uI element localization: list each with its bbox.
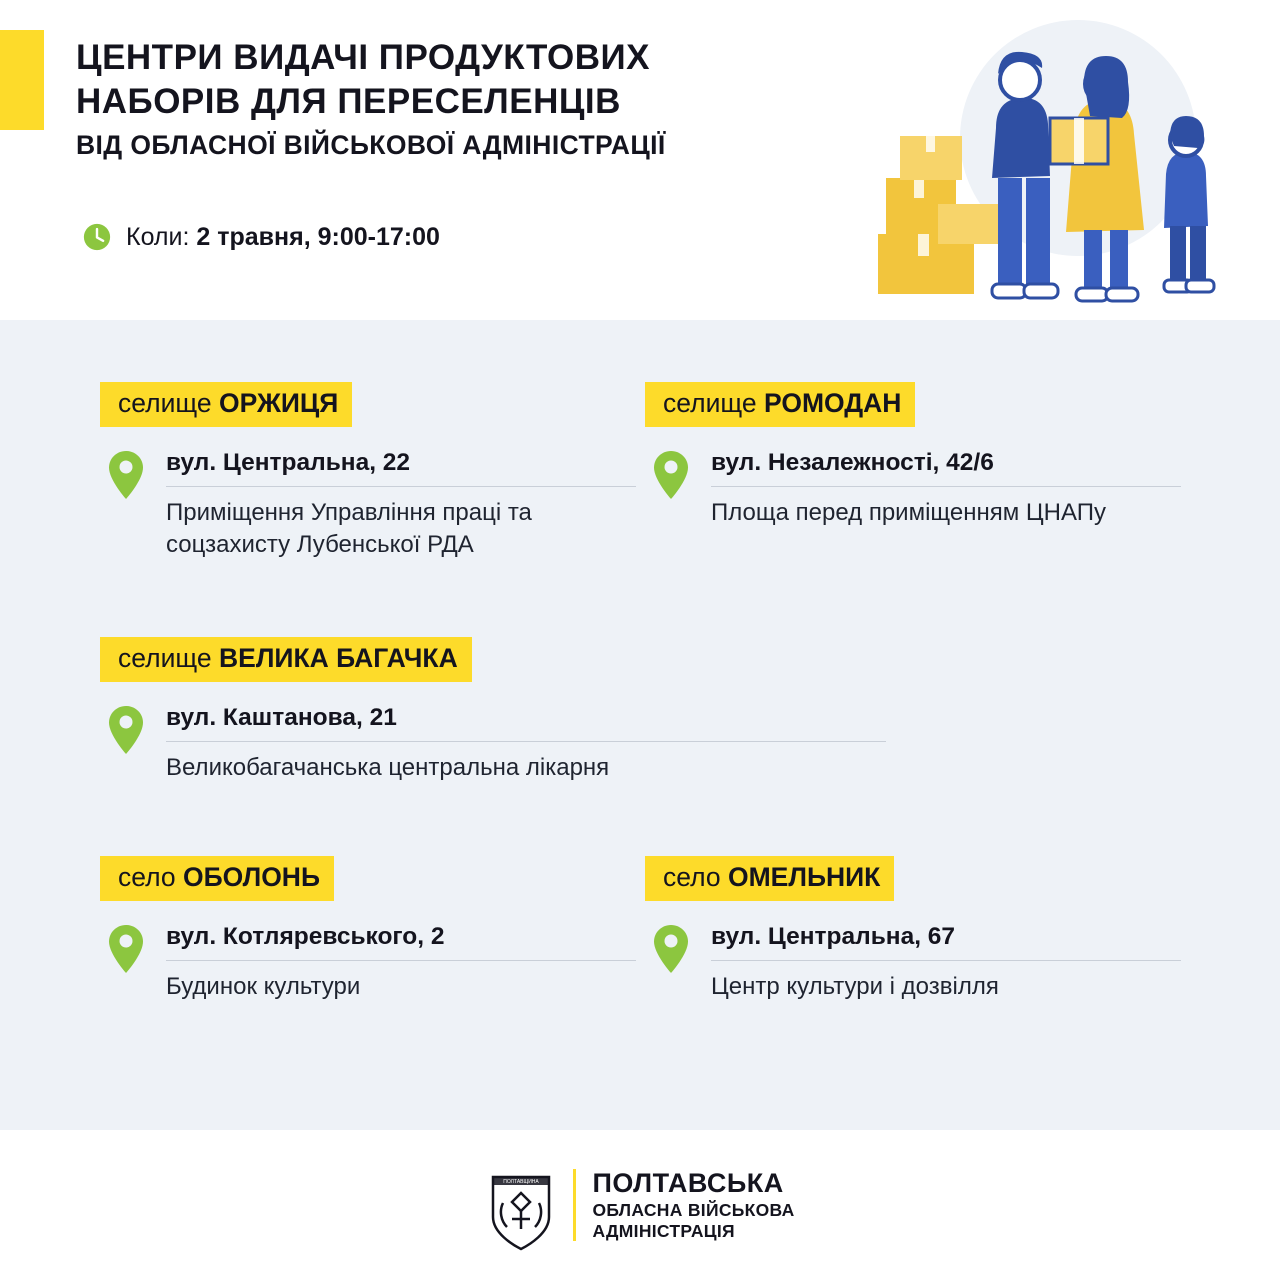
location-badge-prefix: село (118, 861, 176, 892)
location-address: вул. Центральна, 67 (711, 922, 956, 950)
spacer (100, 561, 1190, 637)
map-pin-icon (651, 449, 691, 501)
when-row (82, 222, 440, 252)
location-badge-prefix: селище (118, 642, 212, 673)
spacer (100, 784, 1190, 856)
locations-section (0, 320, 1280, 1130)
footer-divider (573, 1169, 576, 1241)
location-card-orzhytsia (100, 382, 645, 561)
divider (166, 960, 636, 961)
location-badge (100, 856, 334, 901)
page-subtitle: ВІД ОБЛАСНОЇ ВІЙСЬКОВОЇ АДМІНІСТРАЦІЇ (76, 129, 666, 160)
location-badge-prefix: селище (663, 388, 757, 418)
location-card-obolon (100, 856, 645, 1003)
location-entry (100, 449, 645, 561)
volunteers-with-boxes-illustration (878, 8, 1258, 318)
location-place: Великобагачанська центральна лікарня (166, 753, 610, 781)
location-address: вул. Каштанова, 21 (166, 703, 397, 731)
poltava-coat-of-arms-emblem (485, 1159, 557, 1251)
location-badge-prefix: селище (118, 388, 212, 418)
map-pin-icon (106, 449, 146, 501)
location-badge-name: ОБОЛОНЬ (182, 861, 320, 892)
divider (711, 960, 1181, 961)
location-place: Приміщення Управління праці та соцзахисту Лубенської РДА (166, 499, 532, 558)
svg-text:ПОЛТАВЩИНА: ПОЛТАВЩИНА (503, 1179, 540, 1185)
location-card-romodan (645, 382, 1190, 561)
page-title-line-1: ЦЕНТРИ ВИДАЧІ ПРОДУКТОВИХ (76, 38, 650, 77)
footer (0, 1130, 1280, 1280)
location-badge-name: РОМОДАН (764, 388, 902, 418)
location-entry (100, 704, 1190, 784)
map-pin-icon (106, 704, 146, 756)
when-label: Коли: (126, 222, 190, 251)
location-badge (645, 382, 915, 427)
footer-line-1: ПОЛТАВСЬКА (592, 1168, 784, 1199)
location-badge-name: ОМЕЛЬНИК (727, 861, 881, 892)
location-address: вул. Котляревського, 2 (166, 922, 445, 950)
footer-line-2: ОБЛАСНА ВІЙСЬКОВА (592, 1200, 795, 1221)
title-block (76, 36, 906, 162)
map-pin-icon (651, 923, 691, 975)
footer-inner (485, 1159, 794, 1251)
clock-icon (82, 222, 112, 252)
location-badge (645, 856, 894, 901)
when-text (126, 223, 440, 252)
location-badge (100, 382, 352, 427)
locations-row-1 (100, 382, 1190, 561)
location-address: вул. Незалежності, 42/6 (711, 449, 994, 476)
locations-row-2 (100, 637, 1190, 784)
location-card-velyka-bahachka (100, 637, 1190, 784)
map-pin-icon (106, 923, 146, 975)
divider (166, 741, 886, 742)
footer-line-3: АДМІНІСТРАЦІЯ (592, 1220, 735, 1241)
location-badge (100, 637, 472, 682)
location-place: Будинок культури (166, 972, 361, 1000)
location-place: Площа перед приміщенням ЦНАПу (711, 499, 1106, 526)
locations-grid (100, 382, 1190, 1003)
location-address: вул. Центральна, 22 (166, 449, 411, 476)
location-card-omelnyk (645, 856, 1190, 1003)
location-entry (645, 923, 1190, 1003)
location-badge-name: ОРЖИЦЯ (219, 388, 339, 418)
divider (711, 486, 1181, 487)
location-badge-prefix: село (663, 861, 721, 892)
yellow-accent-tab (0, 30, 44, 130)
divider (166, 486, 636, 487)
footer-text (592, 1168, 794, 1241)
location-badge-name: ВЕЛИКА БАГАЧКА (219, 642, 458, 673)
location-entry (645, 449, 1190, 529)
when-value: 2 травня, 9:00-17:00 (196, 222, 440, 251)
header (0, 0, 1280, 320)
location-entry (100, 923, 645, 1003)
locations-row-3 (100, 856, 1190, 1003)
location-place: Центр культури і дозвілля (711, 972, 999, 1000)
page-title-line-2: НАБОРІВ ДЛЯ ПЕРЕСЕЛЕНЦІВ (76, 81, 621, 121)
